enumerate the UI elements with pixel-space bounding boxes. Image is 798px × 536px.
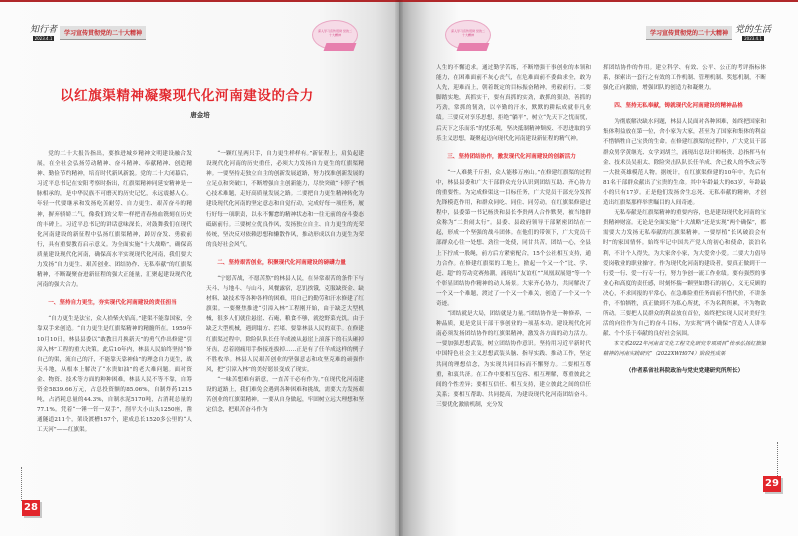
logo-text: 党的生活: [735, 24, 772, 35]
paragraph: “宁愿苦战，不愿苦熬”的林县人民，在异常艰苦的条件下与天斗、与地斗、与山斗，风餐露宿，忍饥挨饿，克服缺资金、缺材料、缺技术等各种各样的困难，用自己的勤劳和汗水修建了红旗渠。一要聚焦推进“引漳入林”工程刚开始，由于缺乏大型机械，很多人们就住悬崖、石庵，粮食不够，就挖野菜充饥。由于缺乏大型机械，遇到塌方、拦堵、要靠林县人民的双手。在修建红旗渠过程中，除险队队长任羊成被从悬崖上滚落下的石头砸掉牙齿，忍着剧痛用手指接连拔掉……正是有了任羊成这样的例子不胜枚举。林县人民艰苦创业的坚强意志和攻坚克难的顽强作风，把“引漳入林”的美好愿景变成了现实。: [206, 275, 364, 373]
paragraph: 为彻底解决缺水问题，林县人民面对各种困难，始终把国家和集体利益放在第一位，舍小家为大家，甚至为了国家和集体的利益不惜牺牲自己宝贵的生命。在修建红旗渠的过程中，广大党员干部群众男学黄继光、女学刘胡兰，涌现出总设计师杨贵、总指挥马有金、技术员吴祖太、除险突击队队长任羊成、舍己救人的李改云等一大批英雄模范人物。据统计，在红旗渠修建的10年中，先后有81名干部群众献出了宝贵的生命。其中年龄最大的63岁，年龄最小的只有17岁。正是他们发扬舍生忘死、无私奉献的精神，才创造出红旗渠那样举世瞩目的人间奇迹。: [603, 119, 766, 207]
paragraph: 人生的不懈追求。通过勤学苦练，不断增强干事创业的本领和能力，在困难面前不灰心丧气，在危难面前不委曲求全，敢为人先，迎难而上，朝着既定的目标振奋精神，勇毅前行。二要脚踏实地，真抓实干，要有真抓的实劲，敢抓的狠劲，善抓的巧劲，常抓的韧劲，以辛勤的汗水，默默的耕耘成就非凡业绩。三要反对享乐思想，拒绝“躺平”，树立“先天下之忧而忧，后天下之乐而乐”的忧乐观，坚决抵制精神颓废、不思进取的享乐主义思想，凝聚起迈向现代化河南建设新征程的精气神。: [436, 65, 591, 142]
paragraph: “一味苦想难有新意，一直苦干必有作为。”在现代化河南建设的道路上，我们难免会遇到各种困难和挑战，需要大力发扬艰苦创业的红旗渠精神。一要从自身做起，牢固树立远大理想和坚定信念，把艰苦奋斗作为: [206, 376, 364, 414]
section-tag: 学习宣传贯彻党的二十大精神: [60, 26, 146, 40]
left-page: [0, 2, 399, 536]
right-page: [399, 2, 798, 536]
paragraph: 挥团结协作的作用。建立科学、有效、公平、公正的考评指标体系，探索出一套行之有效的工作机制、管理机制、奖惩机制，不断强化正向激励，增强团队的创造力和凝聚力。: [603, 65, 766, 92]
campaign-stamp-icon: [445, 20, 491, 50]
paragraph: “自力更生是法宝，众人拾柴火焰高。”建渠不能靠国家，全靠双手来创造。“自力更生是红旗渠精神的精髓所在。1959年10月10日，林县县委以“敢教日月换新天”的勇气作出修建“引漳入林”工程的重大决策。此后10年内，林县人民始终坚持“修自己的渠，流自己的汗，不能靠天靠神仙”的理念自力更生，战天斗地，从根本上解决了“水贵如油”的老大难问题。面对资金、物资、技术等方面的种种困难，林县人民不等不靠，自筹资金5839.66万元，占总投资额的85.06%，自制炸药1215吨，占消耗总量的44.3%，自制水泥5170吨，占消耗总量的77.1%。凭着“一锤一钎一双手”，削平大小山头1250座，凿通隧道211个，架设渡槽157个，建成总长1520多公里的“人工天河”——红旗渠。: [37, 316, 192, 434]
issue-date: 2023.4.1: [34, 35, 53, 41]
right-column-2: [603, 63, 766, 443]
right-column-1: [436, 63, 591, 463]
stamp-text: 深入学习宣传贯彻 党的二十大精神: [451, 29, 485, 37]
paragraph: 党的二十大报告指出，要推进城乡精神文明建设融合发展，在全社会弘扬劳动精神、奋斗精神、奉献精神、创造精神、勤俭节约精神，培育时代新风新貌。党的二十大闭幕后，习近平总书记在安阳考察时指出，红旗渠精神同延安精神是一脉相承的，是中华民族不可磨灭的历史记忆，永远震撼人心。年轻一代要继承和发扬吃苦耐劳、自力更生、艰苦奋斗的精神，摒弃骄娇二气，像我们的父辈一样把青春热血镌刻在历史的丰碑上。习近平总书记的讲话意味深长，对鼓舞我们在现代化河南建设的新征程中弘扬红旗渠精神，踔厉奋发、勇毅前行，具有重要教育启示意义。为全面实施“十大战略”，确保高质量建设现代化河南，确保高水平实现现代化河南，我们要大力发扬“自力更生、艰苦创业、团结协作、无私奉献”的红旗渠精神，不断凝聚奋进新征程的强大正能量，汇聚起建设现代化河南的强大合力。: [37, 151, 192, 289]
logo-text: 知行者: [30, 24, 58, 35]
paragraph: 无私奉献是红旗渠精神的重要内容，也是建设现代化河南的宝贵精神财富。无论是全面实施“十大战略”还是实现“两个确保”，都需要大力发扬无私奉献的红旗渠精神。一要厚植“长风破浪会有时”的家国情怀。始终牢记中国共产党人的初心和使命，淡泊名利，不计个人得失，为大家舍小家，为大爱舍小爱。二要大力倡导爱岗敬业的职业操守。作为现代化河南的建设者，要真正做到干一行爱一行、爱一行专一行，努力争创一流工作业绩。要有强烈的事业心和高度的责任感，时刻怀揣一颗坚如磐石的初心，义无反顾的决心，不求回报的平常心，在急难险重任务面前不惜代价，不讲条件，不怕牺牲，真正做到不为私心所扰，不为名利所累，不为物欲所动。三要把人民群众的利益放在首位，始终把实现人民对美好生活的向往作为自己的奋斗目标，为实现“两个确保”营造人人讲奉献、个个乐于奉献的良好社会氛围。: [603, 210, 766, 338]
campaign-stamp-icon: [312, 20, 358, 50]
section-heading-4: 四、坚持无私奉献，铸就现代化河南建设的精神品格: [614, 103, 743, 110]
section-heading-1: 一、坚持自力更生，夯实现代化河南建设的责任担当: [48, 300, 177, 307]
stamp-text: 深入学习宣传贯彻 党的二十大精神: [318, 29, 352, 37]
left-column-1: [37, 149, 192, 439]
magazine-logo: [30, 26, 57, 41]
paragraph: “一人难挑千斤担，众人能移万座山。”在修建红旗渠的过程中，林县县委和广大干部群众充分认识到团结互助、齐心协力的重要性。为完成修渠这一目标任务，广大党员干部充分发挥先锋模范作用，和群众同吃、同住、同劳动。在红旗渠修建过程中，县委第一书记杨贵和县长李贵两人合作默契，被当地群众称为“二贵闹太行”。县委、县政府领导干部紧密团结在一起，形成一个坚强的战斗团体。在他们的带领下，广大党员干部群众心往一处想、劲往一处使，同甘共苦，团结一心，全县上下拧成一股绳，前方后方紧密配合，15个公社相互支持，通力合作。在修建红旗渠的工地上，掀起一个又一个“比、学、赶、超”的劳动竞赛热潮，涌现出“友谊杠”“凤凰双展翅”等一个个彰显团结协作精神的动人场景。大家齐心协力，共同解决了一个又一个难题，渡过了一个又一个难关，创造了一个又一个奇迹。: [436, 169, 591, 307]
page-number-right: 29: [763, 476, 781, 492]
paragraph: “一颗红星两只手，自力更生样样有。”新征程上，肩负起建设现代化河南的历史重任，必须大力发扬自力更生的红旗渠精神。一要坚持走独立自主的创新发展道路，努力找准创新发展的立足点和突破口，不断增强自主创新能力，尽快突破“卡脖子”核心技术难题，走好高质量发展之路。二要把自力更生精神转化为建设现代化河南的坚定意志和自觉行动，完成好每一项任务，履行好每一项职责，以永不懈怠的精神状态和一往无前的奋斗姿态砥砺前行。三要树立优良作风，发扬独立自主、自力更生的光荣传统，坚决反对依赖思想和懒散作风，推动形成以自力更生为荣的良好社会风气。: [206, 151, 364, 248]
left-column-2: [206, 149, 364, 494]
issue-date: 2023.4.1: [744, 35, 762, 41]
magazine-logo: [735, 26, 771, 41]
article-title: 以红旗渠精神凝聚现代化河南建设的合力: [60, 88, 314, 104]
author-affiliation: （作者系省社科院政治与党史党建研究所所长）: [625, 367, 744, 374]
right-header: [646, 25, 771, 41]
paragraph: “团结就是大局，团结就是力量。”团结协作是一种修养，一种品质，更是党员干部干事创业的一项基本功。建设现代化河南必须发扬团结协作的红旗渠精神，激发各方面的动力活力。一要加强思想武装，树立团结协作意识。坚持用习近平新时代中国特色社会主义思想武装头脑、指导实践、推动工作，坚定共同的理想信念，为实现共同目标而不懈努力。二要相互尊重，和衷共济。在工作中要相互包容、相互理解，尊重彼此之间的个性差异；要相互信任、相互支持，建立彼此之间的信任关系；要相互帮助、共同提高，为建设现代化河南团结奋斗。三要优化激励机制，充分发: [436, 311, 591, 408]
section-tag: 学习宣传贯彻党的二十大精神: [646, 26, 732, 40]
funding-note: 本文系2022年河南省文化工程文化研究专项项目“传承弘扬红旗渠精神的河南实践研究”（2022XWH074）阶段性成果: [603, 341, 766, 358]
vertical-dotted-rule: [777, 442, 780, 476]
spine-gutter: [395, 0, 403, 536]
section-heading-3: 三、坚持团结协作，激发现代化河南建设的创新活力: [447, 153, 576, 160]
vertical-dotted-rule: [21, 467, 24, 501]
left-header: [30, 25, 146, 41]
page-number-left: 28: [22, 500, 40, 516]
section-heading-2: 二、坚持艰苦创业，积聚现代化河南建设的磅礴力量: [217, 259, 346, 266]
article-author: 唐金培: [190, 111, 210, 119]
